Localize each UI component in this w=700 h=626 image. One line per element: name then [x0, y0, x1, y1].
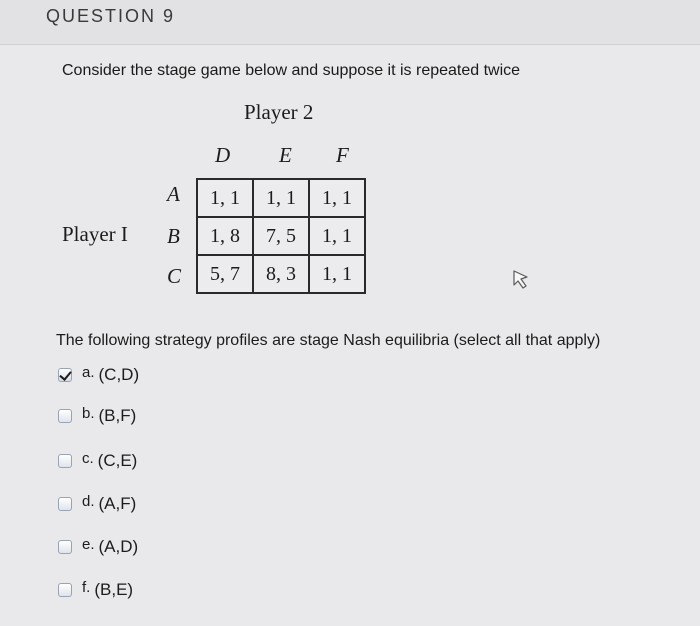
option-c[interactable] — [58, 449, 137, 473]
checkbox[interactable] — [58, 583, 72, 597]
payoff-cell: 8, 3 — [253, 255, 309, 293]
payoff-cell: 1, 8 — [197, 217, 253, 255]
payoff-matrix — [196, 178, 366, 294]
option-a[interactable] — [58, 363, 139, 387]
row-header-a: A — [167, 182, 180, 206]
payoff-cell: 7, 5 — [253, 217, 309, 255]
option-d[interactable] — [58, 492, 136, 516]
player1-label: Player I — [62, 222, 128, 246]
option-letter: e. — [82, 535, 95, 553]
column-header-e: E — [279, 143, 292, 167]
question-header — [0, 0, 700, 45]
option-f[interactable] — [58, 578, 133, 602]
column-header-f: F — [336, 143, 349, 167]
option-value: (C,D) — [98, 365, 140, 384]
question-prompt: Consider the stage game below and suppose it is repeated twice — [62, 62, 521, 79]
option-value: (A,F) — [98, 494, 137, 513]
option-letter: f. — [82, 578, 91, 596]
checkbox[interactable] — [58, 540, 72, 554]
option-b[interactable] — [58, 404, 136, 428]
instruction-text: The following strategy profiles are stage Nash equilibria (select all that apply) — [56, 332, 601, 349]
payoff-cell: 5, 7 — [197, 255, 253, 293]
option-letter: d. — [82, 492, 95, 510]
column-header-d: D — [215, 143, 231, 167]
option-letter: c. — [82, 449, 94, 467]
option-value: (B,F) — [98, 406, 137, 425]
option-e[interactable] — [58, 535, 138, 559]
option-letter: b. — [82, 404, 95, 422]
question-title: QUESTION 9 — [46, 6, 176, 26]
player2-label: Player 2 — [244, 100, 314, 124]
mouse-pointer-icon — [512, 268, 532, 290]
checkbox[interactable] — [58, 454, 72, 468]
option-value: (A,D) — [98, 537, 139, 556]
payoff-row-b — [197, 217, 365, 255]
option-value: (C,E) — [97, 451, 138, 470]
checkbox-checked[interactable] — [58, 368, 72, 382]
payoff-row-c — [197, 255, 365, 293]
payoff-cell: 1, 1 — [197, 179, 253, 217]
payoff-cell: 1, 1 — [309, 217, 365, 255]
row-header-b: B — [167, 224, 180, 248]
row-header-c: C — [167, 264, 182, 288]
option-letter: a. — [82, 363, 95, 381]
checkbox[interactable] — [58, 409, 72, 423]
option-value: (B,E) — [94, 580, 134, 599]
checkbox[interactable] — [58, 497, 72, 511]
payoff-cell: 1, 1 — [309, 255, 365, 293]
payoff-cell: 1, 1 — [309, 179, 365, 217]
payoff-row-a — [197, 179, 365, 217]
payoff-cell: 1, 1 — [253, 179, 309, 217]
